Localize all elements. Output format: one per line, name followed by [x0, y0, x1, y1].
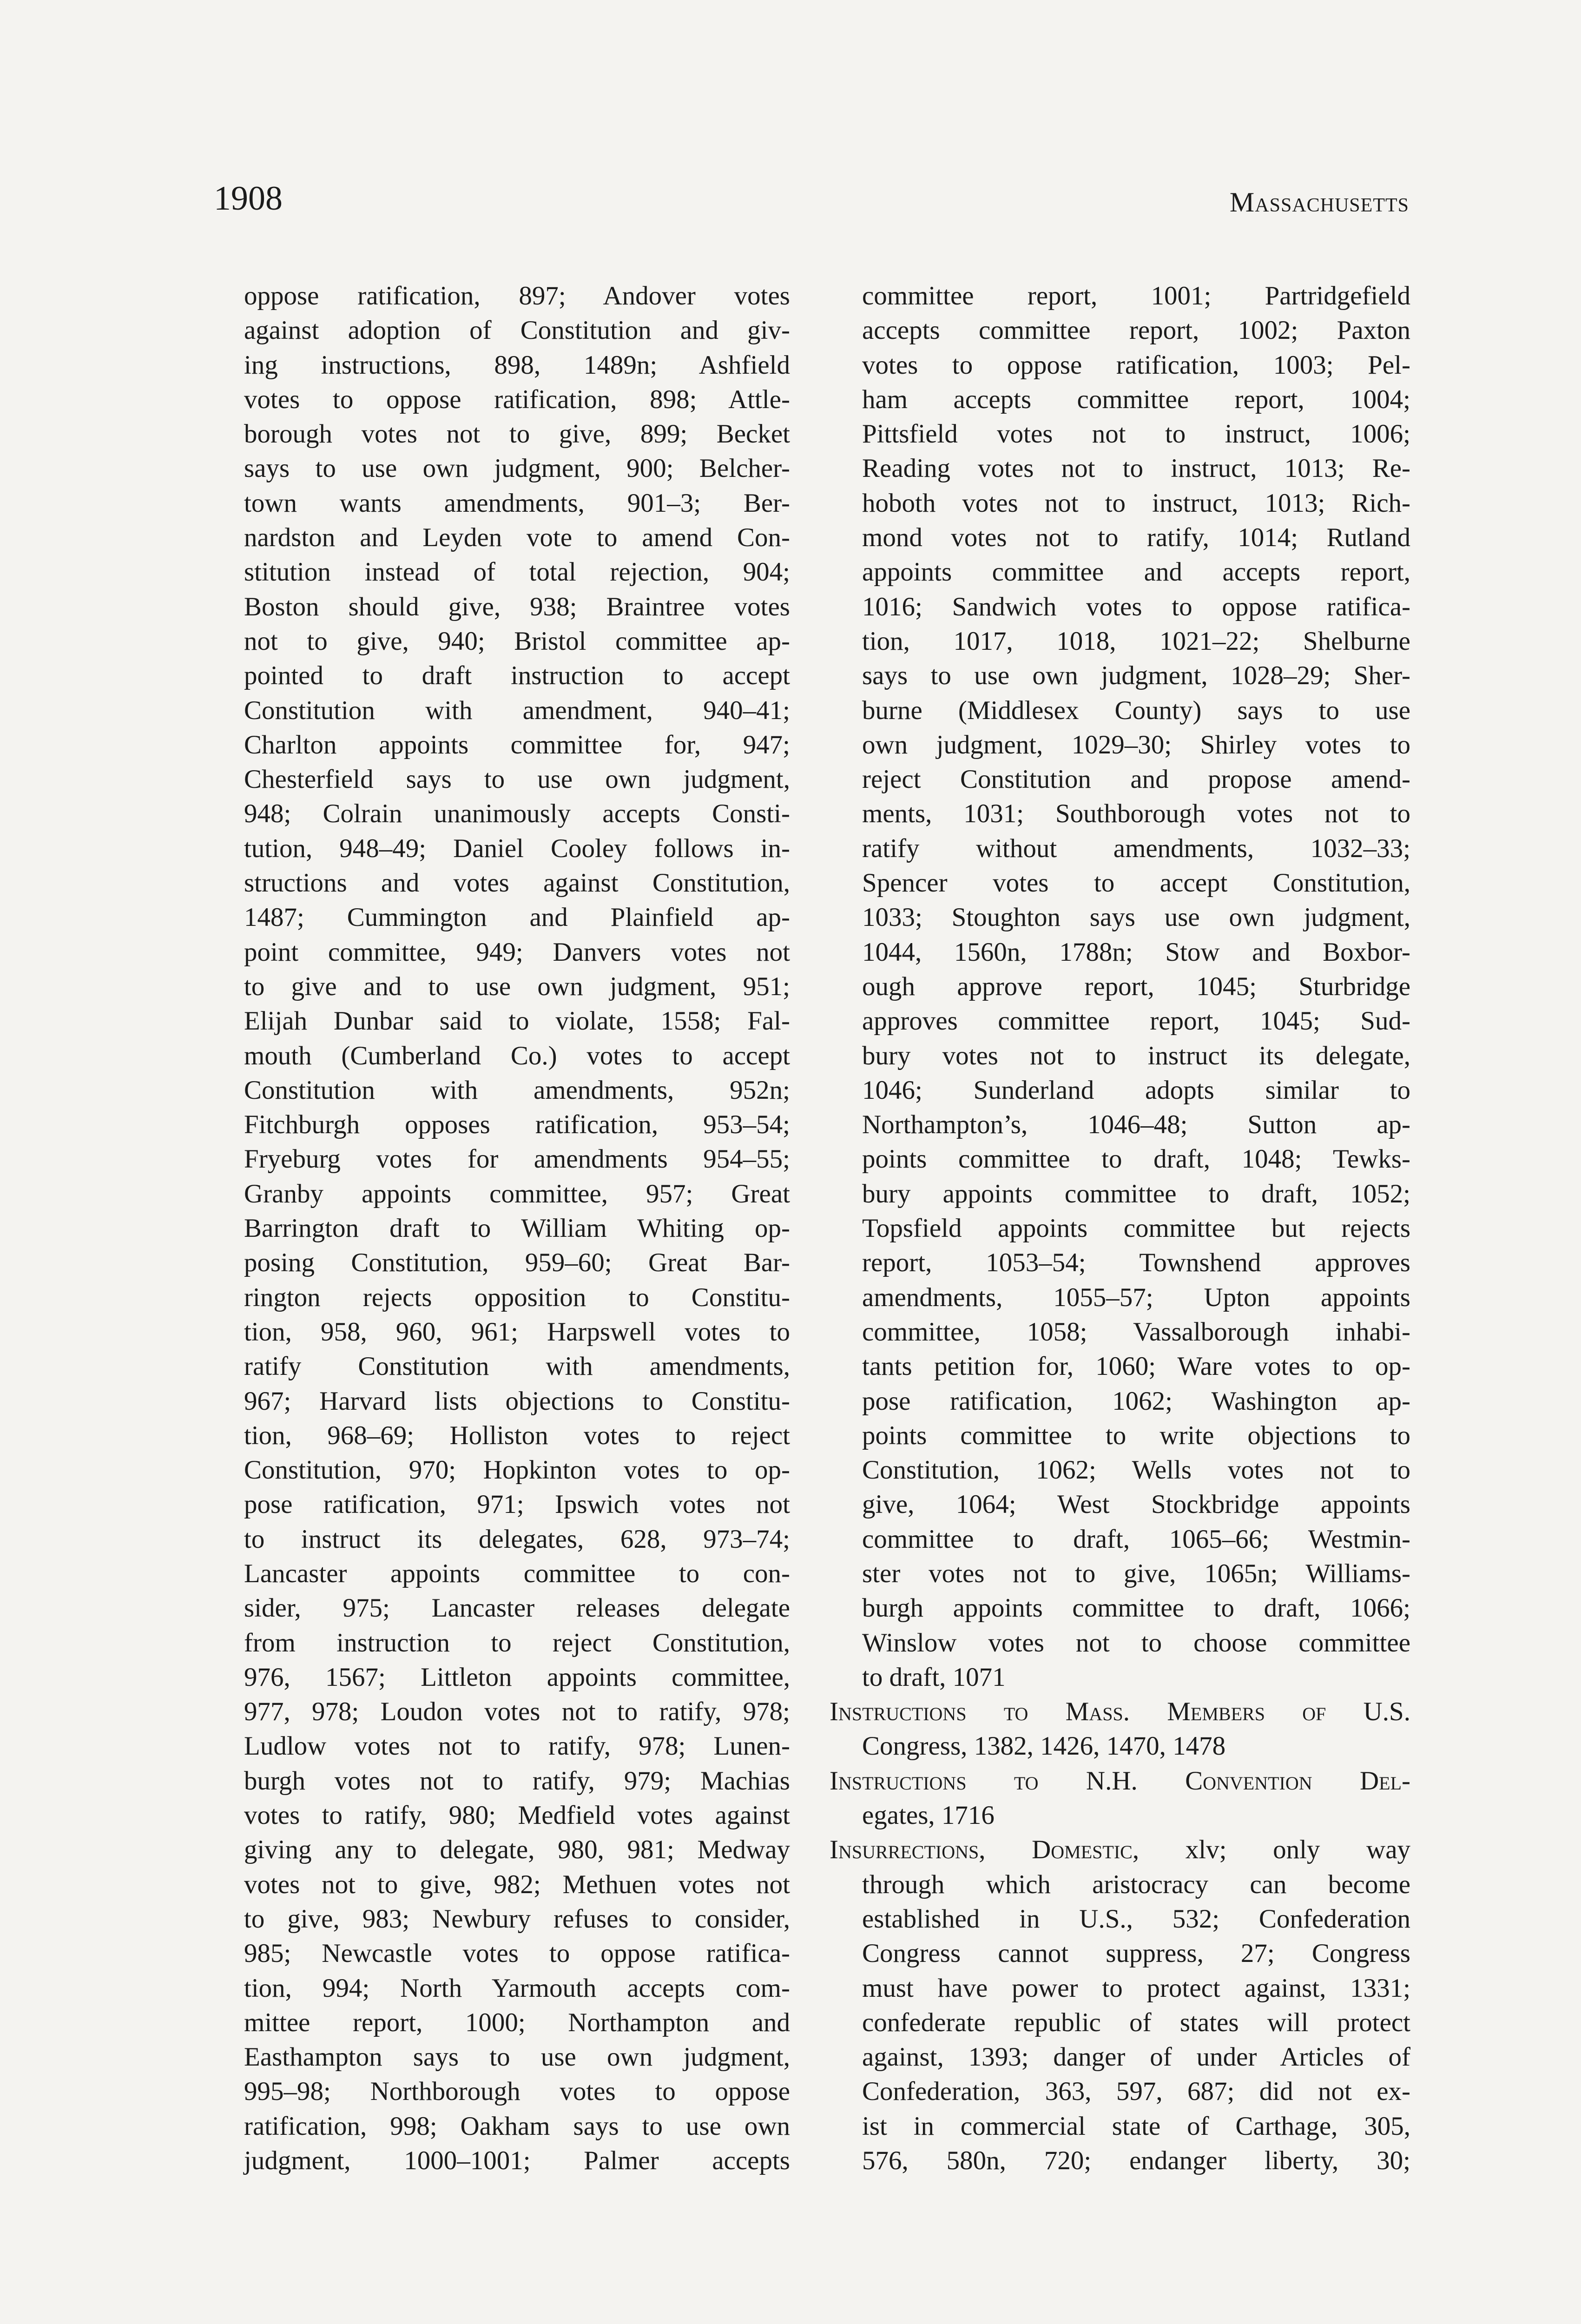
index-entry-heading: Instructions to Mass. Members of U.S.	[830, 1697, 1410, 1727]
index-line: Granby appoints committee, 957; Great	[244, 1179, 790, 1208]
index-line: Constitution with amendment, 940–41;	[244, 695, 790, 725]
index-line: committee, 1058; Vassalborough inhabi-	[862, 1317, 1410, 1347]
index-line: town wants amendments, 901–3; Ber-	[244, 488, 790, 518]
index-line: 1016; Sandwich votes to oppose ratifica-	[862, 592, 1410, 621]
index-line: Boston should give, 938; Braintree votes	[244, 592, 790, 621]
index-line: ough approve report, 1045; Sturbridge	[862, 971, 1410, 1001]
index-line: Winslow votes not to choose committee	[862, 1628, 1410, 1657]
index-line: from instruction to reject Constitution,	[244, 1628, 790, 1657]
index-line: Constitution with amendments, 952n;	[244, 1075, 790, 1105]
index-line: mittee report, 1000; Northampton and	[244, 2007, 790, 2037]
index-line: established in U.S., 532; Confederation	[862, 1904, 1410, 1934]
index-line: ster votes not to give, 1065n; Williams-	[862, 1558, 1410, 1588]
index-line: Congress, 1382, 1426, 1470, 1478	[862, 1731, 1226, 1761]
right-column	[830, 279, 1410, 2178]
index-line: Easthampton says to use own judgment,	[244, 2042, 790, 2072]
index-line: tants petition for, 1060; Ware votes to op-	[862, 1352, 1410, 1381]
index-line: ratification, 998; Oakham says to use own	[244, 2111, 790, 2141]
index-line: approves committee report, 1045; Sud-	[862, 1006, 1410, 1036]
index-line: pose ratification, 1062; Washington ap-	[862, 1386, 1410, 1416]
index-entry-heading-line	[830, 1833, 1410, 1867]
index-line: committee report, 1001; Partridgefield	[862, 281, 1410, 310]
index-line: posing Constitution, 959–60; Great Bar-	[244, 1248, 790, 1278]
index-line: must have power to protect against, 1331;	[862, 1973, 1410, 2003]
index-line: Ludlow votes not to ratify, 978; Lunen-	[244, 1731, 790, 1761]
index-line: Barrington draft to William Whiting op-	[244, 1214, 790, 1243]
index-line: Constitution, 1062; Wells votes not to	[862, 1455, 1410, 1485]
index-line: tion, 994; North Yarmouth accepts com-	[244, 1973, 790, 2003]
index-line: points committee to write objections to	[862, 1420, 1410, 1450]
index-line: stitution instead of total rejection, 904;	[244, 557, 790, 587]
index-line: 985; Newcastle votes to oppose ratifica-	[244, 1939, 790, 1968]
running-head: Massachusetts	[1229, 187, 1409, 218]
index-line: bury appoints committee to draft, 1052;	[862, 1179, 1410, 1208]
left-column	[244, 279, 790, 2178]
index-line: appoints committee and accepts report,	[862, 557, 1410, 587]
index-line: 1033; Stoughton says use own judgment,	[862, 903, 1410, 932]
index-line: egates, 1716	[862, 1801, 995, 1830]
index-line: bury votes not to instruct its delegate,	[862, 1041, 1410, 1070]
index-entry-heading: Insurrections, Domestic,	[830, 1835, 1140, 1865]
index-line: 977, 978; Loudon votes not to ratify, 978;	[244, 1697, 790, 1727]
index-line: pose ratification, 971; Ipswich votes not	[244, 1490, 790, 1519]
index-line: 1044, 1560n, 1788n; Stow and Boxbor-	[862, 937, 1410, 967]
index-line: own judgment, 1029–30; Shirley votes to	[862, 730, 1410, 759]
index-line: tion, 1017, 1018, 1021–22; Shelburne	[862, 626, 1410, 656]
index-line: tution, 948–49; Daniel Cooley follows in-	[244, 833, 790, 863]
index-line: ing instructions, 898, 1489n; Ashfield	[244, 350, 790, 380]
page-number: 1908	[214, 179, 283, 218]
index-line: 576, 580n, 720; endanger liberty, 30;	[862, 2146, 1410, 2176]
index-line: votes to ratify, 980; Medfield votes against	[244, 1801, 790, 1830]
index-line: mouth (Cumberland Co.) votes to accept	[244, 1041, 790, 1070]
index-line: to draft, 1071	[862, 1662, 1006, 1692]
index-line: report, 1053–54; Townshend approves	[862, 1248, 1410, 1278]
index-line: sider, 975; Lancaster releases delegate	[244, 1593, 790, 1623]
index-line: 995–98; Northborough votes to oppose	[244, 2077, 790, 2106]
index-line: point committee, 949; Danvers votes not	[244, 937, 790, 967]
index-line: ratify Constitution with amendments,	[244, 1352, 790, 1381]
index-line: Reading votes not to instruct, 1013; Re-	[862, 454, 1410, 483]
index-line: structions and votes against Constitution,	[244, 868, 790, 898]
index-line: to give and to use own judgment, 951;	[244, 971, 790, 1001]
index-line: to instruct its delegates, 628, 973–74;	[244, 1524, 790, 1554]
index-line: Spencer votes to accept Constitution,	[862, 868, 1410, 898]
index-line: 948; Colrain unanimously accepts Consti-	[244, 799, 790, 829]
index-line: 967; Harvard lists objections to Constitu-	[244, 1386, 790, 1416]
index-line: through which aristocracy can become	[862, 1869, 1410, 1899]
index-line: Lancaster appoints committee to con-	[244, 1558, 790, 1588]
index-line: reject Constitution and propose amend-	[862, 765, 1410, 794]
index-line: ments, 1031; Southborough votes not to	[862, 799, 1410, 829]
index-line: Confederation, 363, 597, 687; did not ex-	[862, 2077, 1410, 2106]
index-line: Constitution, 970; Hopkinton votes to op-	[244, 1455, 790, 1485]
index-line: to give, 983; Newbury refuses to consider,	[244, 1904, 790, 1934]
index-line: Topsfield appoints committee but rejects	[862, 1214, 1410, 1243]
index-line: oppose ratification, 897; Andover votes	[244, 281, 790, 310]
index-line: Charlton appoints committee for, 947;	[244, 730, 790, 759]
index-line: hoboth votes not to instruct, 1013; Rich-	[862, 488, 1410, 518]
index-line: 976, 1567; Littleton appoints committee,	[244, 1662, 790, 1692]
index-line: rington rejects opposition to Constitu-	[244, 1282, 790, 1312]
index-line: votes to oppose ratification, 898; Attle-	[244, 384, 790, 414]
index-line: votes not to give, 982; Methuen votes not	[244, 1869, 790, 1899]
index-line: Fryeburg votes for amendments 954–55;	[244, 1144, 790, 1174]
index-line: 1046; Sunderland adopts similar to	[862, 1075, 1410, 1105]
index-line: says to use own judgment, 1028–29; Sher-	[862, 661, 1410, 691]
index-line: Fitchburgh opposes ratification, 953–54;	[244, 1110, 790, 1140]
index-line: ist in commercial state of Carthage, 305,	[862, 2111, 1410, 2141]
index-line: votes to oppose ratification, 1003; Pel-	[862, 350, 1410, 380]
index-line: 1487; Cummington and Plainfield ap-	[244, 903, 790, 932]
index-line: Northampton’s, 1046–48; Sutton ap-	[862, 1110, 1410, 1140]
index-line: says to use own judgment, 900; Belcher-	[244, 454, 790, 483]
index-line: burgh appoints committee to draft, 1066;	[862, 1593, 1410, 1623]
index-line: mond votes not to ratify, 1014; Rutland	[862, 523, 1410, 553]
index-line: burne (Middlesex County) says to use	[862, 695, 1410, 725]
index-line: nardston and Leyden vote to amend Con-	[244, 523, 790, 553]
index-line: Elijah Dunbar said to violate, 1558; Fal-	[244, 1006, 790, 1036]
index-line: burgh votes not to ratify, 979; Machias	[244, 1766, 790, 1796]
index-line: ratify without amendments, 1032–33;	[862, 833, 1410, 863]
index-line: against, 1393; danger of under Articles of	[862, 2042, 1410, 2072]
index-line: accepts committee report, 1002; Paxton	[862, 316, 1410, 345]
index-line: Pittsfield votes not to instruct, 1006;	[862, 419, 1410, 449]
index-line: tion, 968–69; Holliston votes to reject	[244, 1420, 790, 1450]
index-line: give, 1064; West Stockbridge appoints	[862, 1490, 1410, 1519]
index-line: giving any to delegate, 980, 981; Medway	[244, 1835, 790, 1865]
index-line: judgment, 1000–1001; Palmer accepts	[244, 2146, 790, 2176]
index-line: against adoption of Constitution and giv-	[244, 316, 790, 345]
index-line: committee to draft, 1065–66; Westmin-	[862, 1524, 1410, 1554]
index-line: tion, 958, 960, 961; Harpswell votes to	[244, 1317, 790, 1347]
index-line: pointed to draft instruction to accept	[244, 661, 790, 691]
index-line: confederate republic of states will protect	[862, 2007, 1410, 2037]
index-line: Congress cannot suppress, 27; Congress	[862, 1939, 1410, 1968]
index-line: not to give, 940; Bristol committee ap-	[244, 626, 790, 656]
index-line: amendments, 1055–57; Upton appoints	[862, 1282, 1410, 1312]
index-line: borough votes not to give, 899; Becket	[244, 419, 790, 449]
index-entry-heading: Instructions to N.H. Convention Del-	[830, 1766, 1410, 1796]
index-line: ham accepts committee report, 1004;	[862, 384, 1410, 414]
index-entry-heading-rest: xlv; only way	[1139, 1835, 1410, 1865]
index-line: points committee to draft, 1048; Tewks-	[862, 1144, 1410, 1174]
index-line: Chesterfield says to use own judgment,	[244, 765, 790, 794]
